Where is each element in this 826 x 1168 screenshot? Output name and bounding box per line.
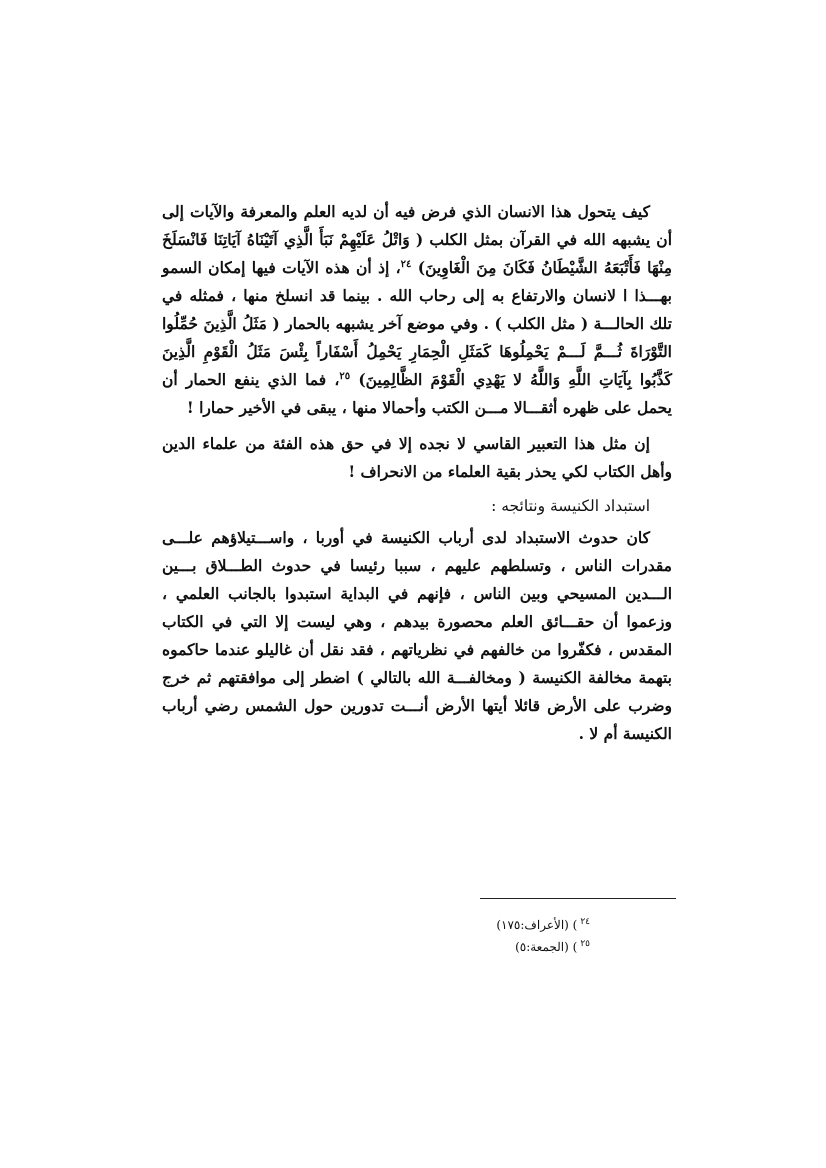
paragraph-1-continuation: ، إذ أن هذه الآيات فيها إمكان السمو بهـــذا ا لانسان والارتفاع به إلى رحاب الله . بينما قد انسلخ منها ، فمثله في تلك الحالـــة ( مثل الكلب ) . وفي موضع آخر يشبهه بالحمار ( مَثَلُ الَّذِينَ حُمِّلُوا التَّوْرَاةَ ثُـــمَّ لَـــمْ يَحْمِلُوهَا كَمَثَلِ الْحِمَارِ يَحْمِلُ أَسْفَاراً بِئْسَ مَثَلُ الْقَوْمِ الَّذِينَ كَذَّبُوا بِآيَاتِ اللَّهِ وَاللَّهُ لا يَهْدِي الْقَوْمَ الظَّالِمِينَ) — [162, 258, 672, 389]
paragraph-3: كان حدوث الاستبداد لدى أرباب الكنيسة في أوربا ، واســـتيلاؤهم علـــى مقدرات الناس ، وتسلطهم عليهم ، سببا رئيسا في حدوث الطـــلاق بـــين الـــدين المسيحي وبين الناس ، فإنهم في البداية استبدوا بالجانب العلمي ، وزعموا أن حقـــائق العلم محصورة بيدهم ، وهي ليست إلا التي في الكتاب المقدس ، فكفّروا من خالفهم في نظرياتهم ، فقد نقل أن غاليلو عندما حاكموه بتهمة مخالفة الكنيسة ( ومخالفـــة الله بالتالي ) اضطر إلى موافقتهم ثم خرج وضرب على الأرض قائلا أيتها الأرض أنـــت تدورين حول الشمس رضي أرباب الكنيسة أم لا . — [162, 528, 672, 743]
footnote-divider — [480, 898, 676, 899]
footnote-text: ) (الأعراف:١٧٥) — [496, 918, 578, 932]
section-heading: استبداد الكنيسة ونتائجه : — [491, 497, 650, 515]
footnote-ref-24[interactable]: ٢٤ — [400, 258, 412, 270]
footnote-number: ٢٤ — [580, 917, 590, 927]
footnotes — [400, 914, 590, 958]
footnote-text: ) (الجمعة:٥) — [515, 940, 578, 954]
paragraph-1-text: كيف يتحول هذا الانسان الذي فرض فيه أن لديه العلم والمعرفة والآيات إلى أن يشبهه الله في القرآن بمثل الكلب ( وَاتْلُ عَلَيْهِمْ نَبَأَ الَّذِي آتَيْنَاهُ آيَاتِنَا فَانْسَلَخَ مِنْهَا فَأَتْبَعَهُ الشَّيْطَانُ فَكَانَ مِنَ الْغَاوِينَ) — [162, 202, 672, 277]
footnote-number: ٢٥ — [580, 939, 590, 949]
footnote-24 — [400, 914, 590, 936]
footnote-ref-25[interactable]: ٢٥ — [339, 370, 351, 382]
paragraph-1-end: ، فما الذي ينفع الحمار أن يحمل على ظهره أثقـــالا مـــن الكتب وأحمالا منها ، يبقى في الأخير حمارا ! — [162, 370, 672, 417]
body-text — [162, 198, 672, 748]
footnote-25 — [400, 936, 590, 958]
paragraph-1 — [162, 198, 672, 422]
paragraph-2: إن مثل هذا التعبير القاسي لا نجده إلا في حق هذه الفئة من علماء الدين وأهل الكتاب لكي يحذر بقية العلماء من الانحراف ! — [162, 434, 672, 481]
